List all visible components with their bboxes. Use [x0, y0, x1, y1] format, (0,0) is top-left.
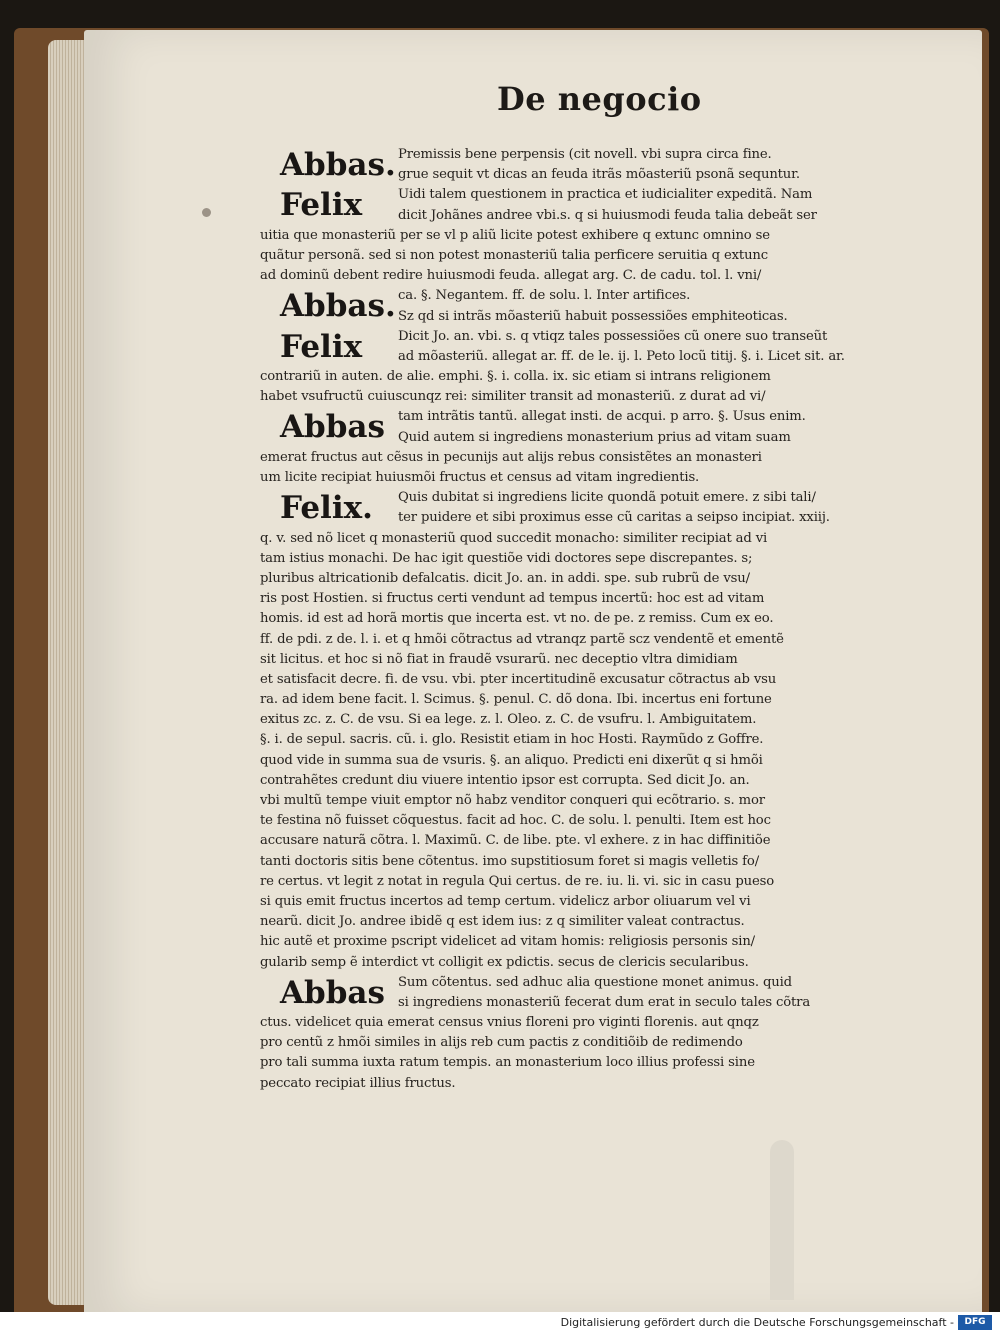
text-line: Uidi talem questionem in practica et iudicialiter expeditã. Nam: [398, 187, 813, 203]
speaker-label: Abbas.: [280, 147, 396, 183]
speaker-section: [260, 286, 882, 326]
speaker-label: Abbas: [280, 409, 385, 446]
speaker-section: [260, 185, 882, 286]
bookmark-tab: [770, 1140, 794, 1300]
footer-funding-text: Digitalisierung gefördert durch die Deutsche Forschungsgemeinschaft -: [560, 1316, 954, 1329]
text-line: dicit Johãnes andree vbi.s. q si huiusmodi feuda talia debeãt ser: [398, 207, 817, 223]
text-line: q. v. sed nõ licet q monasteriũ quod succedit monacho: similiter recipiat ad vi: [260, 530, 768, 546]
text-line: ca. §. Negantem. ff. de solu. l. Inter artifices.: [398, 288, 691, 304]
speaker-section: [260, 407, 882, 488]
text-line: pluribus altricationib defalcatis. dicit Jo. an. in addi. spe. sub rubrũ de vsu/: [260, 570, 750, 586]
text-line: si ingrediens monasteriũ fecerat dum erat in seculo tales cõtra: [398, 994, 811, 1010]
text-block: [260, 145, 882, 1094]
text-line: et satisfacit decre. fi. de vsu. vbi. pter incertitudinẽ excusatur cõtractus ab vsu: [260, 671, 777, 687]
dfg-logo: DFG: [958, 1315, 992, 1330]
speaker-label: Abbas.: [280, 288, 396, 325]
text-line: exitus zc. z. C. de vsu. Si ea lege. z. l. Oleo. z. C. de vsufru. l. Ambiguitatem.: [260, 712, 757, 728]
text-line: re certus. vt legit z notat in regula Qui certus. de re. iu. li. vi. sic in casu pueso: [260, 873, 775, 889]
speaker-section: [260, 488, 882, 973]
speaker-label: Felix: [280, 187, 363, 224]
text-line: si quis emit fructus incertos ad temp certum. videlicz arbor oliuarum vel vi: [260, 893, 751, 909]
text-line: contrahẽtes credunt diu viuere intentio ipsor est corrupta. Sed dicit Jo. an.: [260, 772, 750, 788]
speaker-label: Felix.: [280, 490, 373, 527]
text-line: ris post Hostien. si fructus certi vendunt ad tempus incertũ: hoc est ad vitam: [260, 591, 765, 607]
text-line: tanti doctoris sitis bene cõtentus. imo supstitiosum foret si magis velletis fo/: [260, 853, 759, 869]
text-line: Quid autem si ingrediens monasterium prius ad vitam suam: [398, 429, 791, 445]
footer-bar: [0, 1312, 1000, 1334]
text-line: ctus. videlicet quia emerat census vnius floreni pro viginti florenis. aut qnqz: [260, 1015, 759, 1031]
text-line: ff. de pdi. z de. l. i. et q hmõi cõtractus ad vtranqz partẽ scz vendentẽ et ementẽ: [260, 631, 784, 647]
speaker-label: Felix: [280, 328, 363, 365]
text-line: ra. ad idem bene facit. l. Scimus. §. penul. C. dõ dona. Ibi. incertus eni fortune: [260, 692, 772, 708]
text-line: Quis dubitat si ingrediens licite quondã potuit emere. z sibi tali/: [398, 490, 816, 506]
text-line: ad mõasteriũ. allegat ar. ff. de le. ij. l. Peto locũ titij. §. i. Licet sit. ar.: [398, 348, 845, 364]
text-line: Sz qd si intrãs mõasteriũ habuit possessiões emphiteoticas.: [398, 308, 788, 324]
section-lines: [260, 488, 882, 973]
speaker-section: [260, 145, 882, 185]
text-line: pro centũ z hmõi similes in alijs reb cum pactis z conditiõib de redimendo: [260, 1035, 743, 1051]
text-line: Premissis bene perpensis (cit novell. vbi supra circa fine.: [398, 147, 772, 162]
text-line: emerat fructus aut cẽsus in pecunijs aut alijs rebus consistẽtes an monasteri: [260, 449, 762, 465]
page-stack: [48, 40, 88, 1305]
text-line: um licite recipiat huiusmõi fructus et census ad vitam ingredientis.: [260, 470, 700, 485]
text-line: sit licitus. et hoc si nõ fiat in fraudẽ vsurarũ. nec deceptio vltra dimidiam: [260, 651, 738, 667]
text-line: ad dominũ debent redire huiusmodi feuda. allegat arg. C. de cadu. tol. l. vni/: [260, 268, 762, 284]
text-line: Sum cõtentus. sed adhuc alia questione monet animus. quid: [398, 974, 792, 990]
text-line: gularib semp ẽ interdict vt colligit ex pdictis. secus de clericis secularibus.: [260, 954, 749, 970]
text-line: tam intrãtis tantũ. allegat insti. de acqui. p arro. §. Usus enim.: [398, 409, 806, 425]
text-line: homis. id est ad horã mortis que incerta est. vt no. de pe. z remiss. Cum ex eo.: [260, 611, 774, 627]
text-line: hic autẽ et proxime pscript videlicet ad vitam homis: religiosis personis sin/: [260, 934, 755, 950]
text-line: contrariũ in auten. de alie. emphi. §. i. colla. ix. sic etiam si intrans religionem: [260, 369, 771, 385]
text-line: Dicit Jo. an. vbi. s. q vtiqz tales possessiões cũ onere suo transeũt: [398, 328, 828, 344]
speaker-section: [260, 973, 882, 1094]
text-line: peccato recipiat illius fructus.: [260, 1075, 456, 1091]
text-line: grue sequit vt dicas an feuda itrãs mõasteriũ psonã sequntur.: [398, 167, 800, 183]
text-line: quãtur personã. sed si non potest monasteriũ talia perficere seruitia q extunc: [260, 247, 769, 263]
text-line: te festina nõ fuisset cõquestus. facit ad hoc. C. de solu. l. penulti. Item est hoc: [260, 813, 771, 829]
text-line: §. i. de sepul. sacris. cũ. i. glo. Resistit etiam in hoc Hosti. Raymũdo z Goffre.: [260, 732, 764, 748]
page-hole: [202, 208, 211, 217]
text-line: nearũ. dicit Jo. andree ibidẽ q est idem ius: z q similiter valeat contractus.: [260, 914, 745, 930]
text-line: tam istius monachi. De hac igit questiõe vidi doctores sepe discrepantes. s;: [260, 550, 753, 566]
page-heading: De negocio: [497, 80, 702, 118]
text-line: ter puidere et sibi proximus esse cũ caritas a seipso incipiat. xxiij.: [398, 510, 830, 526]
text-line: accusare naturã cõtra. l. Maximũ. C. de libe. pte. vl exhere. z in hac diffinitiõe: [260, 833, 771, 849]
text-line: uitia que monasteriũ per se vl p aliũ licite potest exhibere q extunc omnino se: [260, 227, 770, 243]
text-line: habet vsufructũ cuiuscunqz rei: similiter transit ad monasteriũ. z durat ad vi/: [260, 389, 766, 405]
text-line: quod vide in summa sua de vsuris. §. an aliquo. Predicti eni dixerũt q si hmõi: [260, 752, 763, 768]
speaker-label: Abbas: [280, 974, 385, 1011]
text-line: pro tali summa iuxta ratum tempis. an monasterium loco illius professi sine: [260, 1055, 755, 1071]
speaker-section: [260, 327, 882, 408]
text-line: vbi multũ tempe viuit emptor nõ habz venditor conqueri qui ecõtrario. s. mor: [260, 793, 765, 808]
